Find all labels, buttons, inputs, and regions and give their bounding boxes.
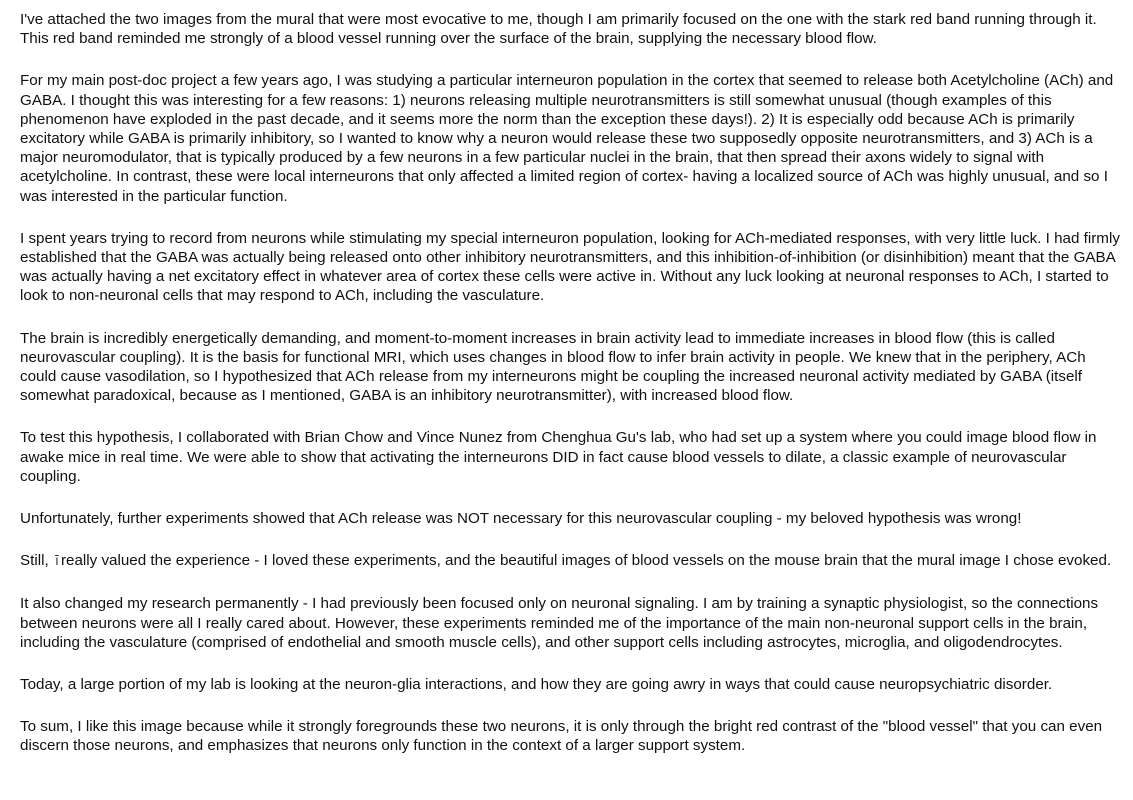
paragraph-hypothesis-wrong: Unfortunately, further experiments showed that ACh release was NOT necessary for this neurovascular coupling - my beloved hypothesis was wrong! xyxy=(20,510,1022,528)
document-body xyxy=(20,10,1120,756)
paragraph-postdoc-project: For my main post-doc project a few years ago, I was studying a particular interneuron population in the cortex that seemed to release both Acetylcholine (ACh) and GABA. I thought this was interesting for a few reasons: 1) neurons releasing multiple neurotransmitters is still somewhat unusual (though examples of this phenomenon have exploded in the past decade, and it seems more the norm than the exception these days!). 2) It is especially odd because ACh is primarily excitatory while GABA is primarily inhibitory, so I wanted to know why a neuron would release these two supposedly opposite neurotransmitters, and 3) ACh is a major neuromodulator, that is typically produced by a few neurons in a few particular nuclei in the brain, that then spread their axons widely to signal with acetylcholine. In contrast, these were local interneurons that only affected a limited region of cortex- having a localized source of ACh was highly unusual, and so I was interested in the particular function. xyxy=(20,72,1114,205)
paragraph-recording-attempts: I spent years trying to record from neurons while stimulating my special interneuron population, looking for ACh-mediated responses, with very little luck. I had firmly established that the GABA was actually being released onto other inhibitory neurotransmitters, and this inhibition-of-inhibition (or disinhibition) meant that the GABA was actually having a net excitatory effect in whatever area of cortex these cells were active in. Without any luck looking at neuronal responses to ACh, I started to look to non-neuronal cells that may respond to ACh, including the vasculature. xyxy=(20,229,1120,305)
paragraph-collaboration: To test this hypothesis, I collaborated with Brian Chow and Vince Nunez from Chenghua Gu's lab, who had set up a system where you could image blood flow in awake mice in real time. We were able to show that activating the interneurons DID in fact cause blood vessels to dilate, a classic example of neurovascular coupling. xyxy=(20,429,1097,485)
still-text-start: Still, xyxy=(20,552,49,570)
paragraph-summary: To sum, I like this image because while it strongly foregrounds these two neurons, it is only through the bright red contrast of the "blood vessel" that you can even discern those neurons, and emphasizes that neurons only function in the context of a larger support system. xyxy=(20,718,1103,755)
paragraph-lab-today: Today, a large portion of my lab is looking at the neuron-glia interactions, and how they are going awry in ways that could cause neuropsychiatric disorder. xyxy=(20,676,1053,694)
paragraph-neurovascular-coupling: The brain is incredibly energetically demanding, and moment-to-moment increases in brain activity lead to immediate increases in blood flow (this is called neurovascular coupling). It is the basis for functional MRI, which uses changes in blood flow to infer brain activity in people. We knew that in the periphery, ACh could cause vasodilation, so I hypothesized that ACh release from my interneurons might be coupling the increased neuronal activity mediated by GABA (itself somewhat paradoxical, because as I mentioned, GABA is an inhibitory neurotransmitter), with increased blood flow. xyxy=(20,329,1086,405)
paragraph-still-valued xyxy=(20,551,1120,571)
paragraph-research-changed: It also changed my research permanently - I had previously been focused only on neuronal signaling. I am by training a synaptic physiologist, so the connections between neurons were all I really cared about. However, these experiments reminded me of the importance of the main non-neuronal support cells in the brain, including the vasculature (comprised of endothelial and smooth muscle cells), and other support cells including astrocytes, microglia, and oligodendrocytes. xyxy=(20,595,1099,651)
still-text-rest: really valued the experience - I loved these experiments, and the beautiful images of blood vessels on the mouse brain that the mural image I chose evoked. xyxy=(60,552,1112,570)
text-cursor-icon: ī xyxy=(55,554,59,570)
paragraph-intro: I've attached the two images from the mural that were most evocative to me, though I am primarily focused on the one with the stark red band running through it. This red band reminded me strongly of a blood vessel running over the surface of the brain, supplying the necessary blood flow. xyxy=(20,11,1097,48)
